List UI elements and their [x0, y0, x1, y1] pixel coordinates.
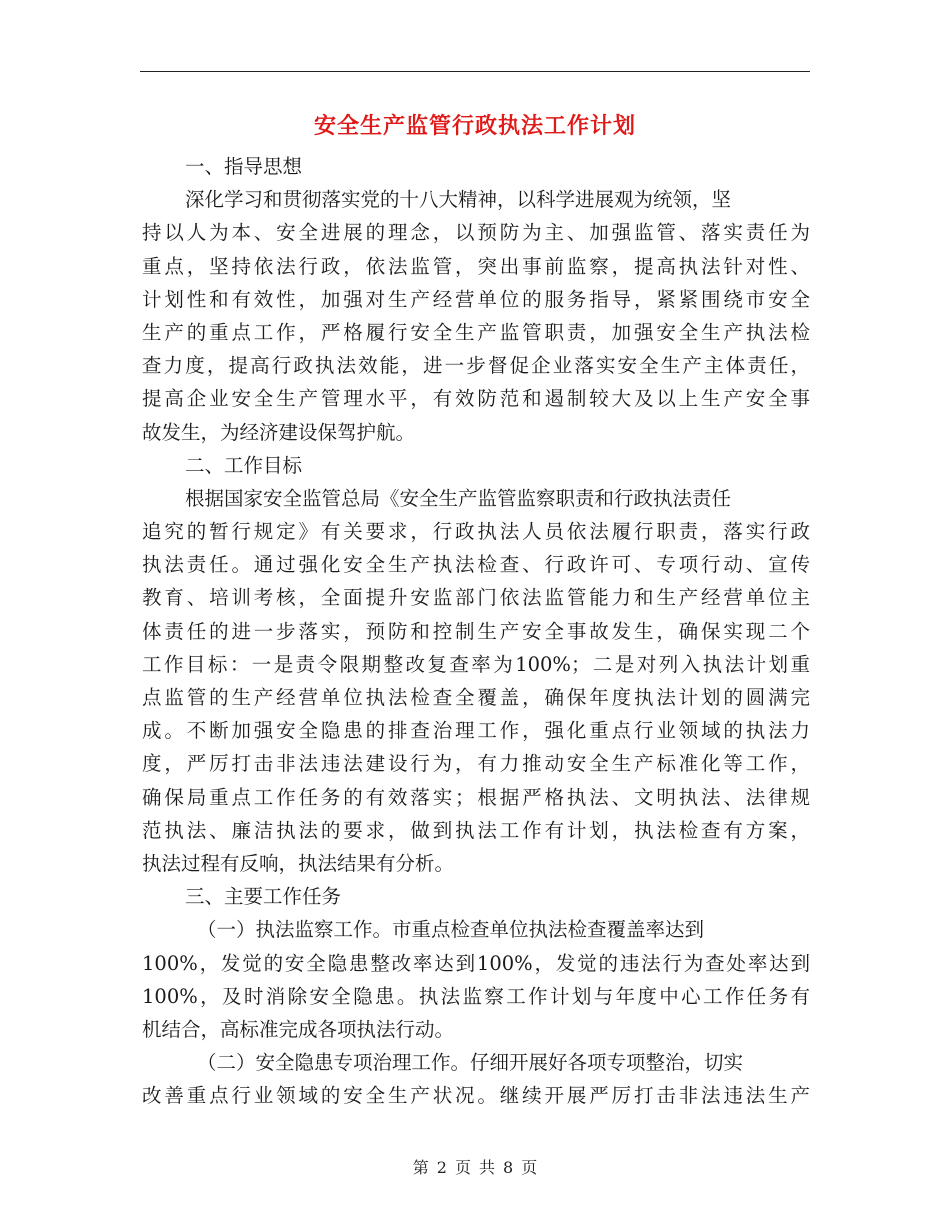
page-prefix: 第 — [412, 1158, 429, 1177]
paragraph-line: 教育、培训考核，全面提升安监部门依法监管能力和生产经营单位主 — [142, 586, 810, 610]
paragraph-line: 生产的重点工作，严格履行安全生产监管职责，加强安全生产执法检 — [142, 320, 810, 344]
paragraph-line: 执法责任。通过强化安全生产执法检查、行政许可、专项行动、宣传 — [142, 553, 810, 577]
paragraph-line: 重点，坚持依法行政，依法监管，突出事前监察，提高执法针对性、 — [142, 254, 810, 278]
section-heading: 二、工作目标 — [185, 453, 303, 477]
paragraph-line: 深化学习和贯彻落实党的十八大精神，以科学进展观为统领，坚 — [185, 188, 732, 212]
subsection-line: （二）安全隐患专项治理工作。仔细开展好各项专项整治，切实 — [197, 1051, 744, 1075]
page-footer — [0, 1155, 950, 1178]
subsection-line: （一）执法监察工作。市重点检查单位执法检查覆盖率达到 — [197, 918, 705, 942]
total-pages-number: 8 — [503, 1158, 514, 1177]
page-label: 页 — [454, 1158, 471, 1177]
document-body — [142, 150, 810, 1112]
paragraph-line: 点监管的生产经营单位执法检查全覆盖，确保年度执法计划的圆满完 — [142, 686, 810, 709]
paragraph-line: 执法过程有反响，执法结果有分析。 — [142, 851, 455, 875]
paragraph-line: 查力度，提高行政执法效能，进一步督促企业落实安全生产主体责任， — [142, 354, 810, 378]
paragraph-line: 范执法、廉洁执法的要求，做到执法工作有计划，执法检查有方案， — [142, 818, 810, 842]
header-rule — [140, 71, 810, 72]
paragraph-line: 工作目标：一是责令限期整改复查率为100%；二是对列入执法计划重 — [142, 652, 810, 676]
paragraph-line: 体责任的进一步落实，预防和控制生产安全事故发生，确保实现二个 — [142, 619, 810, 643]
paragraph-line: 计划性和有效性，加强对生产经营单位的服务指导，紧紧围绕市安全 — [142, 287, 810, 311]
paragraph-line: 故发生，为经济建设保驾护航。 — [142, 420, 416, 444]
paragraph-line: 提高企业安全生产管理水平，有效防范和遏制较大及以上生产安全事 — [142, 387, 810, 411]
paragraph-line: 根据国家安全监管总局《安全生产监管监察职责和行政执法责任 — [185, 486, 732, 510]
paragraph-line: 改善重点行业领域的安全生产状况。继续开展严厉打击非法违法生产 — [142, 1084, 810, 1108]
total-label: 共 — [479, 1158, 496, 1177]
paragraph-line: 度，严厉打击非法违法建设行为，有力推动安全生产标准化等工作， — [142, 752, 810, 776]
paragraph-line: 持以人为本、安全进展的理念，以预防为主、加强监管、落实责任为 — [142, 221, 810, 245]
paragraph-line: 确保局重点工作任务的有效落实；根据严格执法、文明执法、法律规 — [142, 785, 810, 809]
paragraph-line: 成。不断加强安全隐患的排查治理工作，强化重点行业领域的执法力 — [142, 719, 810, 743]
paragraph-line: 追究的暂行规定》有关要求，行政执法人员依法履行职责，落实行政 — [142, 520, 810, 544]
current-page-number: 2 — [436, 1158, 447, 1177]
paragraph-line: 100%，及时消除安全隐患。执法监察工作计划与年度中心工作任务有 — [142, 984, 810, 1008]
page-suffix: 页 — [521, 1158, 538, 1177]
section-heading: 一、指导思想 — [185, 155, 303, 178]
section-heading: 三、主要工作任务 — [185, 885, 342, 909]
paragraph-line: 100%，发觉的安全隐患整改率达到100%，发觉的违法行为查处率达到 — [142, 951, 810, 975]
paragraph-line: 机结合，高标准完成各项执法行动。 — [142, 1017, 455, 1041]
document-title: 安全生产监管行政执法工作计划 — [313, 114, 636, 139]
